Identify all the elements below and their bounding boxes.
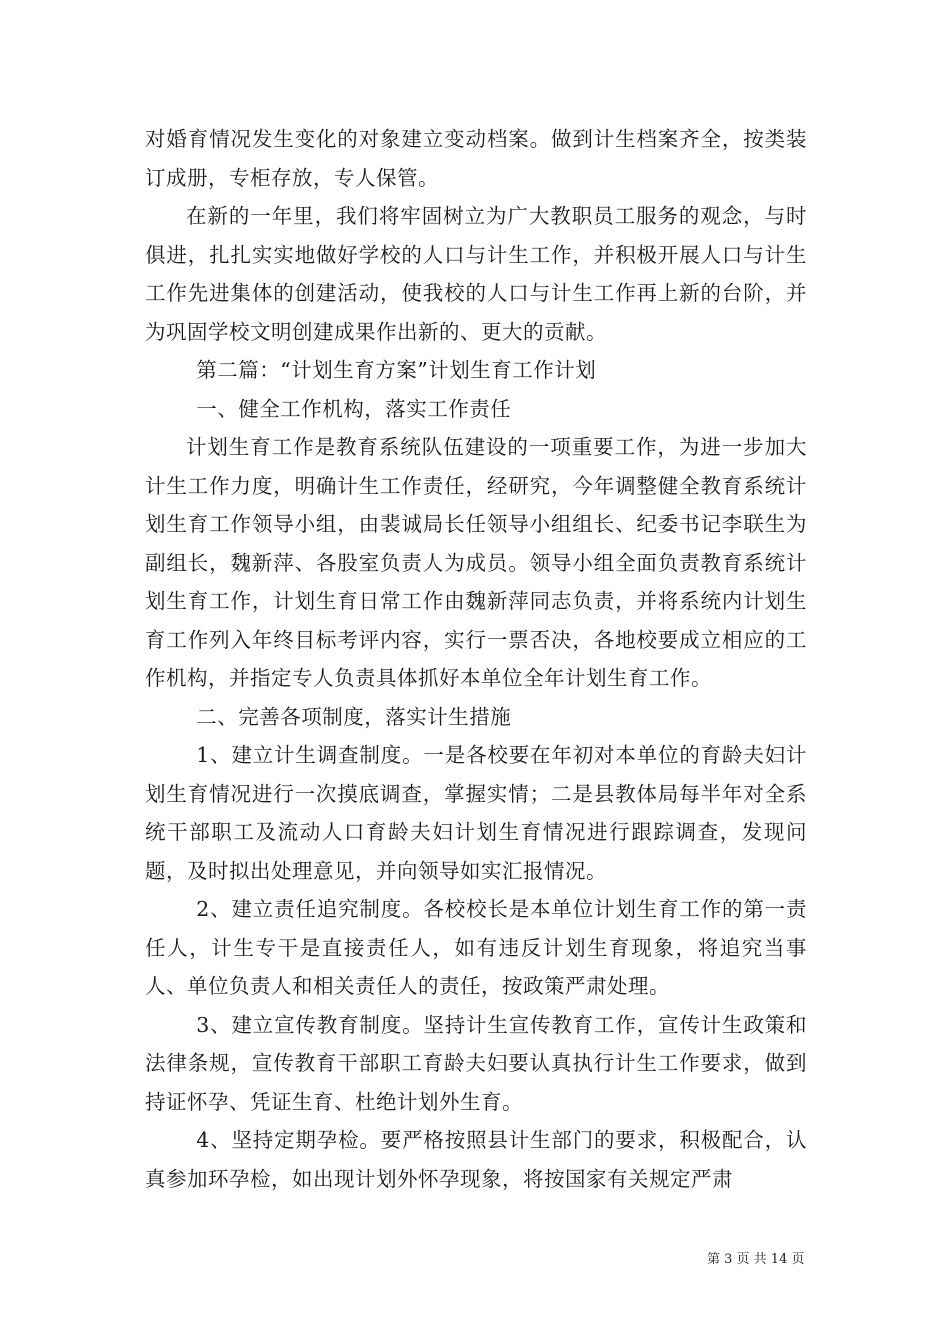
paragraph-new-year: 在新的一年里，我们将牢固树立为广大教职员工服务的观念，与时俱进，扎扎实实地做好学校的人口与计生工作，并积极开展人口与计生工作先进集体的创建活动，使我校的人口与计生工作再上新的台阶，并为巩固学校文明创建成果作出新的、更大的贡献。: [145, 204, 807, 344]
paragraph-item-3: 3、建立宣传教育制度。坚持计生宣传教育工作，宣传计生政策和法律条规，宣传教育干部职工育龄夫妇要认真执行计生工作要求，做到持证怀孕、凭证生育、杜绝计划外生育。: [145, 1012, 807, 1114]
paragraph-continuation: 对婚育情况发生变化的对象建立变动档案。做到计生档案齐全，按类装订成册，专柜存放，专人保管。: [145, 127, 807, 190]
page-number: 第 3 页 共 14 页: [707, 1252, 805, 1267]
section-title: 第二篇：“计划生育方案”计划生育工作计划: [196, 358, 597, 382]
paragraph-item-2: 2、建立责任追究制度。各校校长是本单位计划生育工作的第一责任人，计生专干是直接责任人，如有违反计划生育现象，将追究当事人、单位负责人和相关责任人的责任，按政策严肃处理。: [145, 897, 807, 998]
document-body: [145, 120, 807, 1198]
paragraph-item-4: 4、坚持定期孕检。要严格按照县计生部门的要求，积极配合，认真参加环孕检，如出现计划外怀孕现象，将按国家有关规定严肃: [145, 1128, 807, 1191]
paragraph-item-1: 1、建立计生调查制度。一是各校要在年初对本单位的育龄夫妇计划生育情况进行一次摸底调查，掌握实情；二是县教体局每半年对全系统干部职工及流动人口育龄夫妇计划生育情况进行跟踪调查，发现问题，及时拟出处理意见，并向领导如实汇报情况。: [145, 743, 807, 883]
heading-one: 一、健全工作机构，落实工作责任: [196, 396, 512, 421]
paragraph-organization: 计划生育工作是教育系统队伍建设的一项重要工作，为进一步加大计生工作力度，明确计生工作责任，经研究，今年调整健全教育系统计划生育工作领导小组，由裴诚局长任领导小组组长、纪委书记李联生为副组长，魏新萍、各股室负责人为成员。领导小组全面负责教育系统计划生育工作，计划生育日常工作由魏新萍同志负责，并将系统内计划生育工作列入年终目标考评内容，实行一票否决，各地校要成立相应的工作机构，并指定专人负责具体抓好本单位全年计划生育工作。: [145, 435, 807, 690]
heading-two: 二、完善各项制度，落实计生措施: [196, 704, 512, 729]
